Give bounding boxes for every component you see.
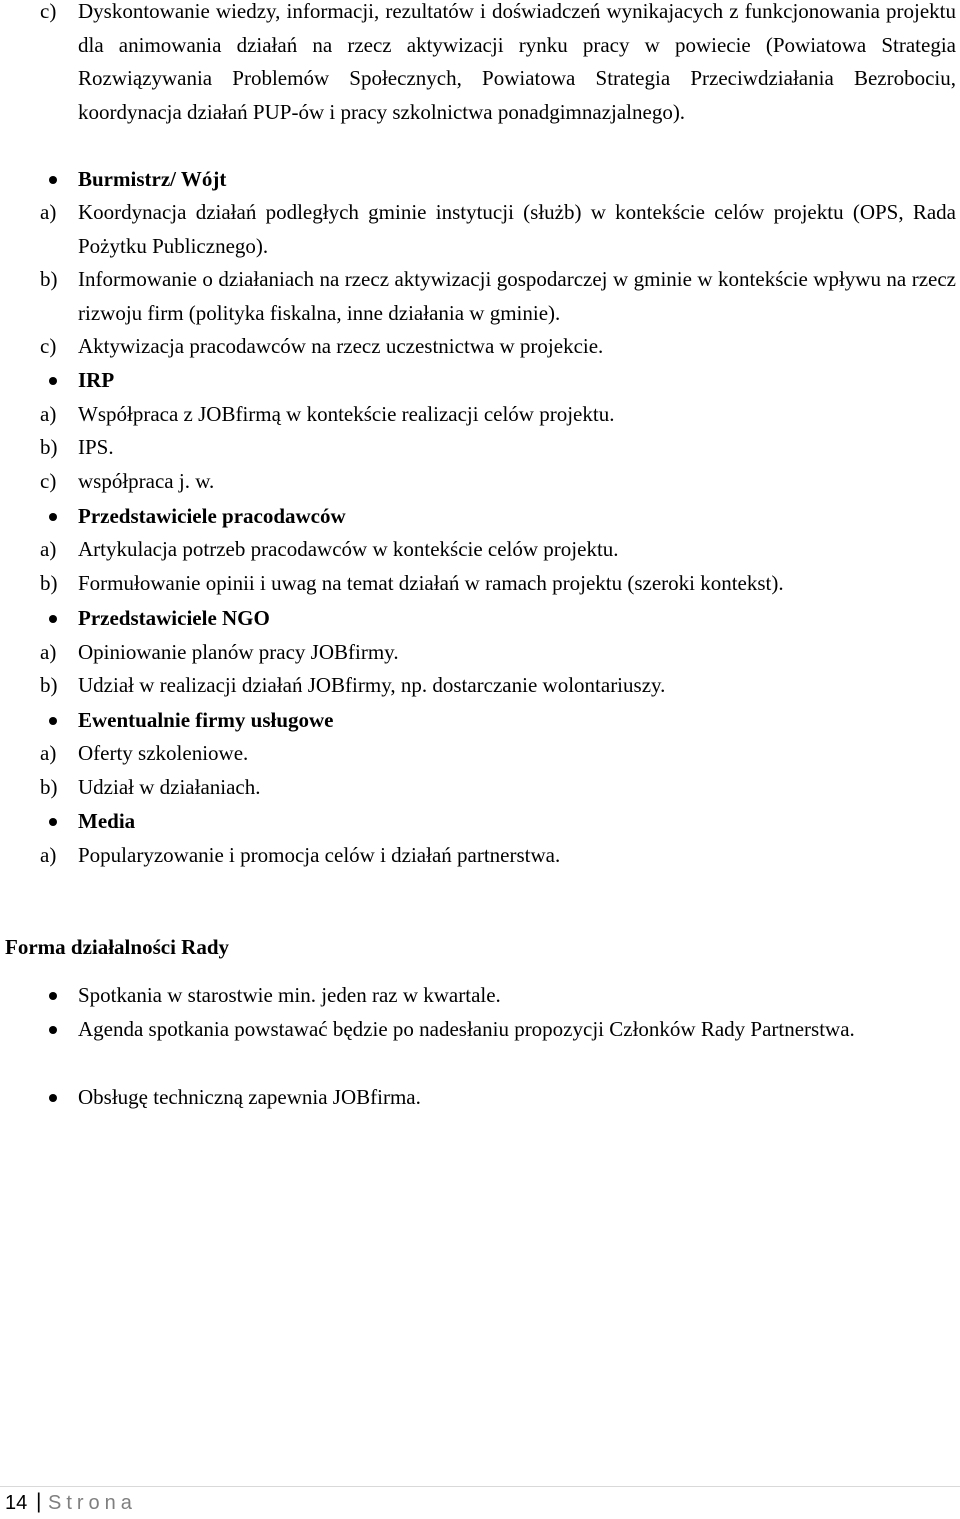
item-text: Artykulacja potrzeb pracodawców w kontekście celów projektu. [78, 537, 619, 561]
item-text: Formułowanie opinii i uwag na temat działań w ramach projektu (szeroki kontekst). [78, 571, 784, 595]
list-item [40, 330, 956, 364]
item-label: b) [40, 571, 58, 595]
item-label: a) [40, 200, 57, 224]
bullet-item [40, 704, 956, 738]
bullet-heading: Burmistrz/ Wójt [78, 167, 227, 191]
item-text: IPS. [78, 435, 114, 459]
item-label: b) [40, 267, 58, 291]
item-text: Oferty szkoleniowe. [78, 741, 249, 765]
item-label: c) [40, 0, 57, 23]
item-text: Udział w realizacji działań JOBfirmy, np. dostarczanie wolontariuszy. [78, 673, 666, 697]
footer-separator: | [36, 1490, 42, 1513]
item-label: a) [40, 843, 57, 867]
item-text: współpraca j. w. [78, 469, 215, 493]
bullet-item [40, 1013, 956, 1047]
bullet-icon [49, 1026, 57, 1034]
page-number: 14 [5, 1492, 28, 1514]
list-item [40, 398, 956, 432]
item-label: a) [40, 402, 57, 426]
bullet-icon [49, 615, 57, 623]
item-label: c) [40, 334, 57, 358]
item-label: a) [40, 640, 57, 664]
bullet-heading: Media [78, 809, 136, 833]
item-text: Koordynacja działań podległych gminie instytucji (służb) w kontekście celów projektu (OPS, Rada Pożytku Publicznego). [78, 200, 956, 258]
list-item [40, 737, 956, 771]
section-heading: Forma działalności Rady [5, 935, 229, 959]
list-item [40, 567, 956, 601]
bullet-heading: IRP [78, 368, 115, 392]
list-item [40, 533, 956, 567]
list-item [40, 839, 956, 873]
item-label: a) [40, 537, 57, 561]
list-item [40, 431, 956, 465]
footer-label: Strona [48, 1492, 137, 1514]
bullet-icon [49, 1094, 57, 1102]
item-label: a) [40, 741, 57, 765]
bullet-icon [49, 377, 57, 385]
bullet-item [40, 163, 956, 197]
bullet-heading: Przedstawiciele NGO [78, 606, 270, 630]
bullet-item [40, 805, 956, 839]
list-item [40, 263, 956, 330]
item-label: c) [40, 469, 57, 493]
bullet-item [40, 1081, 956, 1115]
bullet-item [40, 364, 956, 398]
bullet-item [40, 500, 956, 534]
list-item [40, 669, 956, 703]
bullet-icon [49, 992, 57, 1000]
item-text: Udział w działaniach. [78, 775, 261, 799]
list-item [40, 0, 956, 129]
bullet-text: Spotkania w starostwie min. jeden raz w kwartale. [78, 983, 501, 1007]
item-text: Informowanie o działaniach na rzecz aktywizacji gospodarczej w gminie w kontekście wpływu na rzecz rizwoju firm (polityka fiskalna, inne działania w gminie). [78, 267, 956, 325]
bullet-item [40, 602, 956, 636]
bullet-icon [49, 513, 57, 521]
bullet-text: Obsługę techniczną zapewnia JOBfirma. [78, 1085, 421, 1109]
list-item [40, 196, 956, 263]
list-item [40, 771, 956, 805]
item-label: b) [40, 435, 58, 459]
item-text: Dyskontowanie wiedzy, informacji, rezultatów i doświadczeń wynikajacych z funkcjonowania projektu dla animowania działań na rzecz aktywizacji rynku pracy w powiecie (Powiatowa Strategia Rozwiązywania Problemów Społecznych, Powiatowa Strategia Przeciwdziałania Bezrobociu, koordynacja działań PUP-ów i pracy szkolnictwa ponadgimnazjalnego). [78, 0, 956, 124]
bullet-icon [49, 818, 57, 826]
item-text: Opiniowanie planów pracy JOBfirmy. [78, 640, 399, 664]
item-text: Popularyzowanie i promocja celów i działań partnerstwa. [78, 843, 561, 867]
bullet-text: Agenda spotkania powstawać będzie po nadesłaniu propozycji Członków Rady Partnerstwa. [78, 1017, 855, 1041]
item-text: Aktywizacja pracodawców na rzecz uczestnictwa w projekcie. [78, 334, 604, 358]
page-footer [0, 1486, 960, 1519]
item-text: Współpraca z JOBfirmą w kontekście realizacji celów projektu. [78, 402, 615, 426]
bullet-icon [49, 717, 57, 725]
item-label: b) [40, 775, 58, 799]
bullet-item [40, 979, 956, 1013]
list-item [40, 636, 956, 670]
bullet-heading: Przedstawiciele pracodawców [78, 504, 346, 528]
bullet-heading: Ewentualnie firmy usługowe [78, 708, 334, 732]
bullet-icon [49, 176, 57, 184]
list-item [40, 465, 956, 499]
item-label: b) [40, 673, 58, 697]
